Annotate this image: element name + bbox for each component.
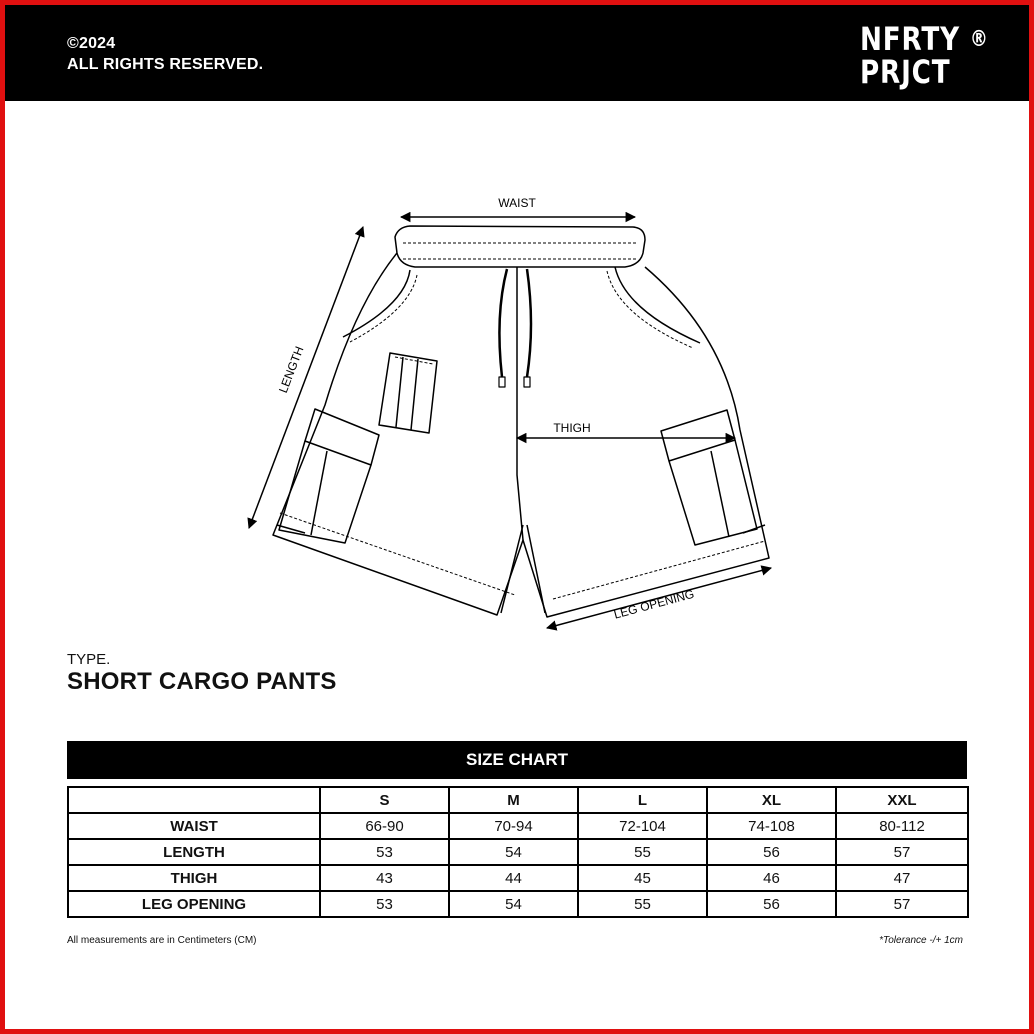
table-cell: 56 (707, 839, 836, 865)
tolerance-note: *Tolerance -/+ 1cm (879, 935, 963, 946)
units-note: All measurements are in Centimeters (CM) (67, 935, 257, 946)
logo-line-1: NFRTY (860, 20, 960, 58)
length-label: LENGTH (276, 344, 307, 395)
table-header-row (68, 787, 968, 813)
table-cell: 80-112 (836, 813, 968, 839)
column-header-s: S (320, 787, 449, 813)
table-cell: 44 (449, 865, 578, 891)
column-header-xxl: XXL (836, 787, 968, 813)
row-label: LENGTH (68, 839, 320, 865)
thigh-label: THIGH (553, 421, 591, 435)
table-cell: 43 (320, 865, 449, 891)
table-cell: 57 (836, 839, 968, 865)
measurement-arrows (249, 217, 771, 628)
table-row (68, 839, 968, 865)
table-cell: 46 (707, 865, 836, 891)
shorts-outline (273, 226, 769, 617)
table-cell: 57 (836, 891, 968, 917)
table-cell: 70-94 (449, 813, 578, 839)
table-row (68, 865, 968, 891)
table-cell: 45 (578, 865, 707, 891)
row-label: WAIST (68, 813, 320, 839)
table-cell: 55 (578, 839, 707, 865)
table-row (68, 813, 968, 839)
leg-opening-label: LEG OPENING (612, 586, 696, 622)
table-cell: 55 (578, 891, 707, 917)
column-header-l: L (578, 787, 707, 813)
rights-reserved: ALL RIGHTS RESERVED. (67, 56, 264, 73)
size-chart-title: SIZE CHART (67, 741, 967, 779)
brand-logo (860, 20, 989, 91)
row-label: THIGH (68, 865, 320, 891)
table-cell: 54 (449, 891, 578, 917)
copyright-year: ©2024 (67, 35, 116, 52)
shorts-technical-drawing (5, 101, 1029, 641)
table-cell: 56 (707, 891, 836, 917)
table-cell: 66-90 (320, 813, 449, 839)
table-cell: 53 (320, 891, 449, 917)
type-label: TYPE. (67, 651, 111, 668)
table-row (68, 891, 968, 917)
table-cell: 47 (836, 865, 968, 891)
table-cell: 53 (320, 839, 449, 865)
column-header-m: M (449, 787, 578, 813)
waist-label: WAIST (498, 196, 536, 210)
logo-line-2: PRJCT (860, 53, 951, 91)
column-header-xl: XL (707, 787, 836, 813)
row-label: LEG OPENING (68, 891, 320, 917)
copyright (67, 33, 263, 75)
registered-icon: ® (969, 27, 989, 52)
table-cell: 74-108 (707, 813, 836, 839)
table-cell: 72-104 (578, 813, 707, 839)
column-header (68, 787, 320, 813)
header-bar (5, 5, 1029, 101)
table-cell: 54 (449, 839, 578, 865)
size-table (67, 786, 969, 918)
length-arrow (249, 227, 363, 528)
product-type-name: SHORT CARGO PANTS (67, 668, 337, 695)
